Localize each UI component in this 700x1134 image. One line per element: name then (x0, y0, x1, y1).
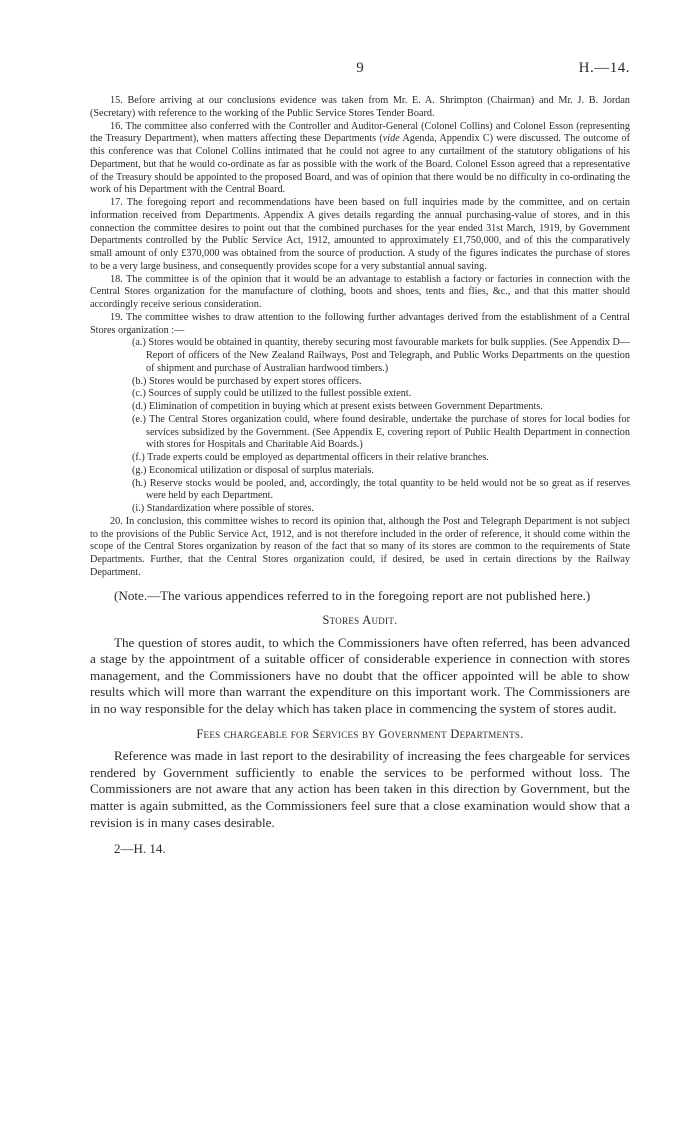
paragraph-16-part-a: 16. The committee also conferred with the Controller and Auditor-General (Colonel Collins) and Colonel Esson (representing the Treasury Department), when matters affecting these Departments ( (90, 120, 630, 145)
page-header (90, 60, 630, 80)
paragraph-20: 20. In conclusion, this committee wishes to record its opinion that, although the Post and Telegraph Department is not subject to the provisions of the Public Service Act, 1912, and is not therefore included in the order of reference, it should come within the scope of the Central Stores organization by reason of the fact that so many of its stores are common to the requirements of State Departments. Further, that the Central Stores organization could, if desired, be used in certain directions by the Railway Department. (90, 515, 630, 578)
paragraph-18: 18. The committee is of the opinion that it would be an advantage to establish a factory or factories in connection with the Central Stores organization for the manufacture of clothing, boots and shoes, tents and flies, &c., and that this matter should accordingly receive serious consideration. (90, 273, 630, 310)
advantage-item-b (90, 376, 630, 389)
advantage-text: Standardization where possible of stores. (146, 503, 314, 514)
text-column (90, 95, 630, 858)
paragraph-16-vide: vide (382, 133, 400, 145)
advantage-text: Stores would be purchased by expert stores officers. (148, 375, 362, 387)
advantage-label: (a.) (132, 337, 146, 349)
advantage-item-a (90, 337, 630, 375)
advantage-text: Reserve stocks would be pooled, and, accordingly, the total quantity to be held would not be so great as if reserves were held by each Department. (146, 477, 630, 502)
advantage-text: Economical utilization or disposal of surplus materials. (148, 464, 374, 476)
advantage-item-c (90, 388, 630, 401)
advantage-item-h (90, 478, 630, 504)
paragraph-15: 15. Before arriving at our conclusions evidence was taken from Mr. E. A. Shrimpton (Chairman) and Mr. J. B. Jordan (Secretary) with reference to the working of the Public Service Stores Tender Board. (90, 95, 630, 119)
page-number: 9 (356, 60, 364, 76)
advantage-text: Elimination of competition in buying which at present exists between Government Departments. (148, 401, 543, 412)
advantage-text: The Central Stores organization could, where found desirable, undertake the purchase of stores for local bodies for services subsidized by the Government. (See Appendix E, covering report of Public Health Department in connection with stores for Hospitals and Charitable Aid Boards.) (146, 413, 630, 451)
advantage-label: (b.) (132, 375, 147, 387)
advantage-text: Sources of supply could be utilized to the fullest possible extent. (148, 388, 412, 400)
advantage-item-e (90, 414, 630, 452)
advantage-label: (i.) (132, 503, 145, 514)
advantage-text: Stores would be obtained in quantity, thereby securing most favourable markets for bulk supplies. (See Appendix D—Report of officers of the New Zealand Railways, Post and Telegraph, and Public Works Departments on the question of shipment and purchase of Australian hardwood timbers.) (146, 337, 631, 374)
committee-report-section (90, 95, 630, 580)
advantage-item-f (90, 452, 630, 465)
advantage-item-d (90, 401, 630, 414)
advantage-label: (f.) (132, 452, 145, 463)
stores-audit-body: The question of stores audit, to which the Commissioners have often referred, has been advanced a stage by the appointment of a suitable officer of considerable experience in connection with stores management, and the Commissioners have no doubt that the officer appointed will be able to show results which will more than warrant the expenditure on this important work. The Commissioners are in no way responsible for the delay which has taken place in commencing the system of stores audit. (90, 634, 630, 717)
document-reference: H.—14. (578, 60, 630, 76)
fees-body: Reference was made in last report to the desirability of increasing the fees chargeable for services rendered by Government sufficiently to enable the services to be performed without loss. The Commissioners are not aware that any action has been taken in this direction by Government, but the matter is again submitted, as the Commissioners feel sure that a close examination would show that a revision is in many cases desirable. (90, 748, 630, 830)
advantage-item-g (90, 465, 630, 478)
advantage-label: (g.) (132, 464, 147, 476)
paragraph-16-part-b: Agenda, Appendix C) were discussed. The outcome of this conference was that Colonel Collins intimated that he could not agree to any curtailment of the statutory obligations of his Department, but that he would co-ordinate as far as possible with the work of the Board. Colonel Esson agreed that a representative of the Treasury should be appointed to the proposed Board, and was of opinion that there would be no difficulty in co-ordinating the work of his Department with the Central Board. (90, 133, 630, 196)
advantage-label: (e.) (132, 413, 146, 425)
commissioners-section (90, 588, 630, 858)
appendices-note: (Note.—The various appendices referred to in the foregoing report are not published here.) (114, 587, 591, 603)
paragraph-19: 19. The committee wishes to draw attention to the following further advantages derived from the establishment of a Central Stores organization :— (90, 311, 630, 336)
stores-audit-heading: Stores Audit. (322, 613, 398, 628)
advantages-list (90, 337, 630, 516)
advantage-item-i (90, 503, 630, 516)
fees-heading: Fees chargeable for Services by Government Departments. (196, 726, 524, 741)
advantage-label: (h.) (132, 477, 147, 489)
advantage-text: Trade experts could be employed as departmental officers in their relative branches. (147, 452, 489, 463)
paragraph-17: 17. The foregoing report and recommendations have been based on full inquiries made by the committee, and on certain information received from Departments. Appendix A gives details regarding the annual purchasing-value of stores, and in this connection the committee desires to point out that the combined purchases for the year ended 31st March, 1919, by Government Departments controlled by the Public Service Act, 1912, amounted to approximately £1,750,000, and of this the comparatively small amount of only £370,000 was obtained from the source of production. A study of the figures indicates the purchase of stores to be a very large business, and consequently provides scope for a very substantial annual saving. (90, 197, 630, 272)
advantage-label: (d.) (132, 401, 147, 412)
advantage-label: (c.) (132, 388, 146, 400)
paragraph-16 (90, 121, 630, 198)
signature-mark: 2—H. 14. (114, 841, 166, 857)
